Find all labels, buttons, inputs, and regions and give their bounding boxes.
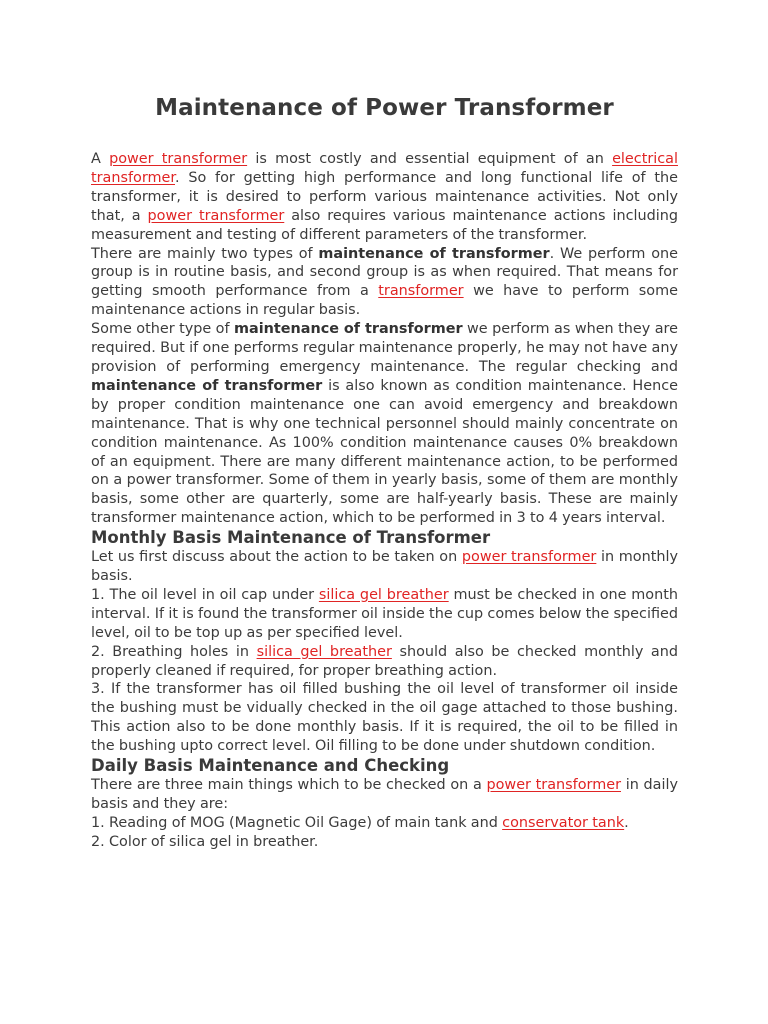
- text: we have to perform some maintenance actions in regular basis.: [91, 283, 678, 319]
- paragraph-monthly-1: [91, 586, 678, 643]
- text: in daily basis and they are:: [91, 777, 678, 812]
- document-body: [91, 150, 678, 852]
- text: Some other type of: [91, 321, 235, 338]
- link-power-transformer[interactable]: power transformer: [109, 151, 248, 167]
- page-title: Maintenance of Power Transformer: [155, 95, 614, 121]
- text: There are mainly two types of: [91, 245, 319, 262]
- link-electrical-transformer[interactable]: electrical transformer: [91, 151, 678, 186]
- link-silica-gel-breather[interactable]: silica gel breather: [256, 643, 392, 660]
- paragraph-types: [91, 245, 678, 321]
- paragraph-monthly-intro: [91, 548, 678, 586]
- text: we perform as when they are required. But if one performs regular maintenance properly, he may not have any provision of performing emergency maintenance. The regular checking and: [91, 321, 679, 375]
- bold-term: maintenance of transformer: [318, 245, 550, 262]
- text: must be checked in one month interval. If it is found the transformer oil inside the cup comes below the specified level, oil to be top up as per specified level.: [91, 586, 678, 641]
- link-conservator-tank[interactable]: conservator tank: [502, 814, 625, 831]
- link-power-transformer[interactable]: power transformer: [486, 777, 621, 794]
- paragraph-daily-2: [91, 833, 678, 852]
- link-silica-gel-breather[interactable]: silica gel breather: [318, 586, 449, 603]
- text: is also known as condition maintenance. Hence by proper condition maintenance one can avoid emergency and breakdown maintenance. That is why one technical personnel should mainly concentrate on condition maintenance. As 100% condition maintenance causes 0% breakdown of an equipment. There are many different maintenance action, to be performed on a power transformer. Some of them in yearly basis, some of them are monthly basis, some other are quarterly, some are half-yearly basis. These are mainly transformer maintenance action, which to be performed in 3 to 4 years interval.: [91, 377, 678, 527]
- text: 1. Reading of MOG (Magnetic Oil Gage) of main tank and: [91, 814, 503, 831]
- text: Let us first discuss about the action to be taken on: [91, 549, 462, 566]
- text: should also be checked monthly and properly cleaned if required, for proper breathing action.: [91, 643, 678, 679]
- text: in monthly basis.: [91, 549, 678, 585]
- text: . So for getting high performance and long functional life of the transformer, it is desired to perform various maintenance activities. Not only that, a: [91, 169, 678, 224]
- text: 1. The oil level in oil cap under: [91, 586, 319, 603]
- text: A: [91, 151, 110, 167]
- heading-daily: Daily Basis Maintenance and Checking: [91, 756, 450, 776]
- link-power-transformer[interactable]: power transformer: [461, 549, 597, 566]
- paragraph-intro: [91, 150, 678, 245]
- text: 3. If the transformer has oil filled bushing the oil level of transformer oil inside the bushing must be vidually checked in the oil gage attached to those bushing. This action also to be done monthly basis. If it is required, the oil to be filled in the bushing upto correct level. Oil filling to be done under shutdown condition.: [91, 681, 678, 755]
- link-transformer[interactable]: transformer: [378, 283, 464, 300]
- heading-monthly: Monthly Basis Maintenance of Transformer: [91, 528, 491, 548]
- text: . We perform one group is in routine basis, and second group is as when required. That means for getting smooth performance from a: [91, 245, 678, 300]
- paragraph-daily-1: [91, 814, 678, 833]
- paragraph-condition: [91, 320, 678, 528]
- text: 2. Color of silica gel in breather.: [91, 833, 319, 850]
- link-power-transformer[interactable]: power transformer: [147, 207, 285, 224]
- paragraph-daily-intro: [91, 776, 678, 814]
- text: 2. Breathing holes in: [91, 643, 257, 660]
- bold-term: maintenance of transformer: [91, 377, 323, 394]
- text: is most costly and essential equipment of an: [247, 151, 613, 167]
- text: There are three main things which to be checked on a: [91, 777, 487, 794]
- paragraph-monthly-3: [91, 680, 678, 756]
- paragraph-monthly-2: [91, 643, 678, 681]
- text: .: [624, 814, 629, 831]
- bold-term: maintenance of transformer: [234, 321, 463, 338]
- text: also requires various maintenance actions including measurement and testing of different parameters of the transformer.: [91, 207, 678, 243]
